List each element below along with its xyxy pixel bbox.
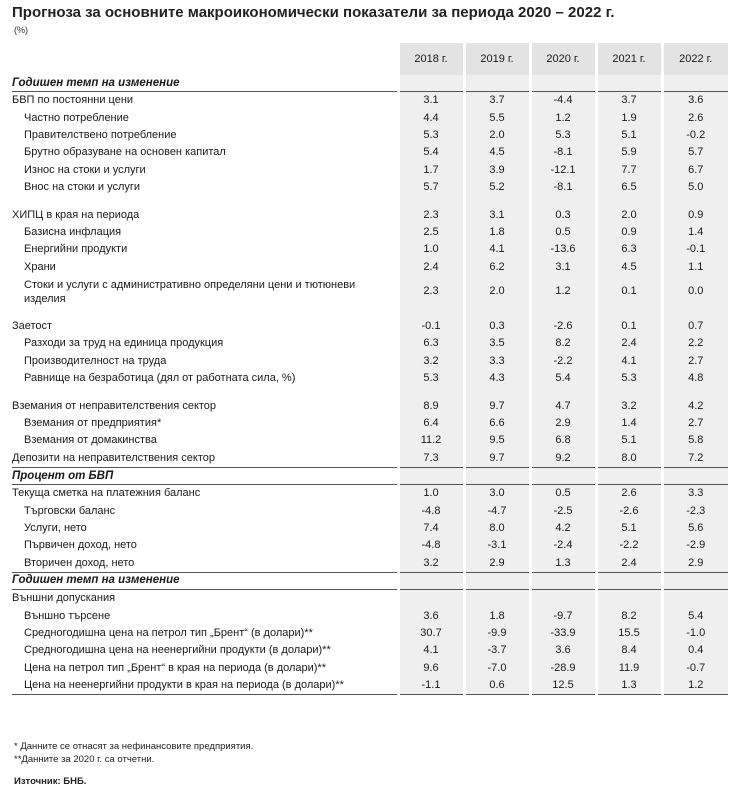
value-cell: -4.4 <box>530 92 596 110</box>
value-cell: 4.1 <box>464 241 530 258</box>
value-cell: 1.8 <box>464 224 530 241</box>
row-label: Външно търсене <box>24 609 111 622</box>
section-heading-spacer <box>398 572 464 589</box>
value-cell: 1.8 <box>464 607 530 624</box>
value-cell: 6.4 <box>398 415 464 432</box>
table-row <box>12 206 728 223</box>
value-cell: -3.7 <box>464 642 530 659</box>
value-cell: 6.2 <box>464 259 530 276</box>
row-label: Производителност на труда <box>24 354 167 367</box>
value-cell: 4.8 <box>662 370 728 387</box>
value-cell: 2.6 <box>596 485 662 503</box>
value-cell: 7.4 <box>398 520 464 537</box>
value-cell: 3.1 <box>464 206 530 223</box>
section-heading-spacer <box>530 468 596 485</box>
header-label-cell <box>12 43 398 75</box>
value-cell: 7.7 <box>596 162 662 179</box>
row-label: Услуги, нето <box>24 522 87 534</box>
spacer-cell <box>596 308 662 318</box>
row-label: Частно потребление <box>24 111 129 124</box>
table-row <box>12 335 728 352</box>
value-cell: 4.4 <box>398 109 464 126</box>
value-cell: 2.2 <box>662 335 728 352</box>
row-label: Вземания от неправителствения сектор <box>12 399 217 412</box>
value-cell: 5.1 <box>596 432 662 449</box>
section-heading-row <box>12 572 728 589</box>
value-cell: -9.7 <box>530 607 596 624</box>
value-cell: 3.6 <box>530 642 596 659</box>
header-year: 2022 г. <box>662 43 728 75</box>
row-label: Равнище на безработица (дял от работната сила, %) <box>24 372 296 385</box>
header-year: 2021 г. <box>596 43 662 75</box>
table-row <box>12 502 728 519</box>
value-cell: -1.0 <box>662 625 728 642</box>
row-label: Вземания от домакинства <box>24 434 157 447</box>
value-cell: 3.0 <box>464 485 530 503</box>
spacer-cell <box>398 387 464 397</box>
row-label: Заетост <box>12 320 53 333</box>
table-row <box>12 241 728 258</box>
row-label: Вземания от предприятия* <box>24 417 162 430</box>
value-cell: 9.5 <box>464 432 530 449</box>
value-cell <box>464 589 530 607</box>
value-cell: 1.0 <box>398 485 464 503</box>
row-label: Стоки и услуги с административно определяни цени и тютюневи изделия <box>24 278 356 305</box>
value-cell: 8.0 <box>596 450 662 468</box>
table-row <box>12 353 728 370</box>
source-note: Източник: БНБ. <box>14 776 87 787</box>
value-cell: 5.3 <box>596 370 662 387</box>
value-cell: 2.3 <box>398 206 464 223</box>
spacer-cell <box>530 387 596 397</box>
value-cell: 2.0 <box>464 276 530 308</box>
value-cell: 3.2 <box>398 555 464 573</box>
value-cell: 2.3 <box>398 276 464 308</box>
value-cell <box>662 589 728 607</box>
value-cell: -1.1 <box>398 677 464 695</box>
header-year: 2018 г. <box>398 43 464 75</box>
row-label: БВП по постоянни цени <box>12 94 134 107</box>
value-cell: 2.5 <box>398 224 464 241</box>
value-cell: 5.7 <box>398 179 464 196</box>
value-cell: 1.3 <box>530 555 596 573</box>
value-cell: 1.3 <box>596 677 662 695</box>
table-row <box>12 109 728 126</box>
table-row <box>12 92 728 110</box>
footnotes <box>14 740 253 766</box>
section-heading-spacer <box>662 75 728 92</box>
section-heading-spacer <box>530 572 596 589</box>
value-cell <box>596 589 662 607</box>
value-cell: 8.2 <box>596 607 662 624</box>
table-row <box>12 144 728 161</box>
value-cell: -2.2 <box>530 353 596 370</box>
row-label: Правителствено потребление <box>24 128 177 141</box>
value-cell: 3.1 <box>398 92 464 110</box>
value-cell: 30.7 <box>398 625 464 642</box>
value-cell: 8.0 <box>464 520 530 537</box>
table-row <box>12 485 728 503</box>
header-year: 2020 г. <box>530 43 596 75</box>
value-cell: 4.1 <box>398 642 464 659</box>
spacer-row <box>12 196 728 206</box>
footnote: * Данните се отнасят за нефинансовите предприятия. <box>14 741 254 752</box>
row-label: Депозити на неправителствения сектор <box>12 450 398 468</box>
table-row <box>12 450 728 468</box>
value-cell: 8.4 <box>596 642 662 659</box>
row-label: Базисна инфлация <box>24 225 122 238</box>
value-cell: -2.6 <box>530 318 596 335</box>
row-label: Разходи за труд на единица продукция <box>24 337 224 350</box>
section-heading-spacer <box>464 468 530 485</box>
value-cell: 0.0 <box>662 276 728 308</box>
value-cell: 2.9 <box>662 555 728 573</box>
value-cell: 4.7 <box>530 397 596 414</box>
table-row <box>12 370 728 387</box>
table-row <box>12 224 728 241</box>
value-cell: -12.1 <box>530 162 596 179</box>
row-label: Търговски баланс <box>24 504 116 517</box>
row-label: Брутно образуване на основен капитал <box>24 146 226 159</box>
table-row <box>12 162 728 179</box>
value-cell: 3.7 <box>596 92 662 110</box>
value-cell: 3.2 <box>596 397 662 414</box>
value-cell: 4.2 <box>530 520 596 537</box>
value-cell: 3.1 <box>530 259 596 276</box>
spacer-cell <box>530 196 596 206</box>
value-cell: 0.5 <box>530 224 596 241</box>
value-cell: 0.3 <box>464 318 530 335</box>
value-cell: 1.4 <box>596 415 662 432</box>
row-label: ХИПЦ в края на периода <box>12 208 140 221</box>
value-cell: 6.6 <box>464 415 530 432</box>
section-heading-spacer <box>398 468 464 485</box>
section-heading-spacer <box>464 75 530 92</box>
spacer-cell <box>12 387 398 397</box>
value-cell: 1.2 <box>530 109 596 126</box>
value-cell: 2.6 <box>662 109 728 126</box>
spacer-cell <box>662 196 728 206</box>
spacer-cell <box>464 196 530 206</box>
value-cell: 5.9 <box>596 144 662 161</box>
value-cell: -0.7 <box>662 660 728 677</box>
value-cell: -2.9 <box>662 537 728 554</box>
value-cell: 3.9 <box>464 162 530 179</box>
value-cell: 1.0 <box>398 241 464 258</box>
value-cell: 6.3 <box>596 241 662 258</box>
section-heading: Годишен темп на изменение <box>12 572 398 589</box>
section-heading-row <box>12 468 728 485</box>
table-row <box>12 642 728 659</box>
value-cell: 3.3 <box>662 485 728 503</box>
value-cell: 9.6 <box>398 660 464 677</box>
value-cell: -33.9 <box>530 625 596 642</box>
value-cell: 5.3 <box>398 370 464 387</box>
value-cell: 12.5 <box>530 677 596 695</box>
value-cell: 4.1 <box>596 353 662 370</box>
value-cell: 5.1 <box>596 127 662 144</box>
section-heading-spacer <box>596 572 662 589</box>
value-cell: 2.7 <box>662 353 728 370</box>
table-body <box>12 75 728 695</box>
value-cell: 5.5 <box>464 109 530 126</box>
value-cell: 9.7 <box>464 397 530 414</box>
spacer-cell <box>12 308 398 318</box>
value-cell: -2.3 <box>662 502 728 519</box>
value-cell: 5.7 <box>662 144 728 161</box>
value-cell: 2.4 <box>596 335 662 352</box>
value-cell: -3.1 <box>464 537 530 554</box>
value-cell: 9.2 <box>530 450 596 468</box>
row-label: Текуща сметка на платежния баланс <box>12 487 201 500</box>
value-cell: 0.4 <box>662 642 728 659</box>
value-cell: 5.4 <box>662 607 728 624</box>
value-cell: 5.3 <box>398 127 464 144</box>
table-row <box>12 660 728 677</box>
table-row <box>12 607 728 624</box>
value-cell: 7.2 <box>662 450 728 468</box>
spacer-cell <box>464 308 530 318</box>
value-cell: 3.2 <box>398 353 464 370</box>
section-heading-row <box>12 75 728 92</box>
row-label: Цена на неенергийни продукти в края на периода (в долари)** <box>12 677 398 695</box>
value-cell: 3.6 <box>662 92 728 110</box>
table-row <box>12 127 728 144</box>
value-cell: -4.7 <box>464 502 530 519</box>
value-cell: 2.9 <box>530 415 596 432</box>
spacer-row <box>12 387 728 397</box>
row-label: Енергийни продукти <box>24 243 128 256</box>
header-year: 2019 г. <box>464 43 530 75</box>
row-label: Износ на стоки и услуги <box>24 163 146 176</box>
value-cell: 0.5 <box>530 485 596 503</box>
value-cell: 5.6 <box>662 520 728 537</box>
value-cell: -8.1 <box>530 144 596 161</box>
value-cell: 2.0 <box>464 127 530 144</box>
spacer-cell <box>12 196 398 206</box>
value-cell: 1.9 <box>596 109 662 126</box>
value-cell: 0.9 <box>596 224 662 241</box>
section-heading-spacer <box>596 75 662 92</box>
value-cell: 0.9 <box>662 206 728 223</box>
value-cell: 5.2 <box>464 179 530 196</box>
spacer-row <box>12 308 728 318</box>
value-cell: 5.3 <box>530 127 596 144</box>
table-row <box>12 677 728 695</box>
value-cell: -28.9 <box>530 660 596 677</box>
unit-label: (%) <box>14 25 28 35</box>
value-cell: 5.4 <box>398 144 464 161</box>
spacer-cell <box>398 196 464 206</box>
footnote: **Данните за 2020 г. са отчетни. <box>14 754 155 765</box>
value-cell: -2.2 <box>596 537 662 554</box>
value-cell: 2.4 <box>596 555 662 573</box>
table-row <box>12 520 728 537</box>
value-cell: -13.6 <box>530 241 596 258</box>
spacer-cell <box>662 387 728 397</box>
value-cell: -2.4 <box>530 537 596 554</box>
section-heading-spacer <box>398 75 464 92</box>
page-title: Прогноза за основните макроикономически показатели за периода 2020 – 2022 г. <box>12 4 615 21</box>
value-cell: 3.7 <box>464 92 530 110</box>
value-cell: 3.5 <box>464 335 530 352</box>
spacer-cell <box>530 308 596 318</box>
value-cell: 6.5 <box>596 179 662 196</box>
value-cell: -2.6 <box>596 502 662 519</box>
table-row <box>12 276 728 308</box>
header-row <box>12 43 728 75</box>
value-cell: -0.2 <box>662 127 728 144</box>
forecast-table <box>12 43 728 695</box>
value-cell: 3.6 <box>398 607 464 624</box>
row-label: Първичен доход, нето <box>24 539 137 552</box>
value-cell: 4.2 <box>662 397 728 414</box>
spacer-cell <box>596 387 662 397</box>
value-cell: 8.9 <box>398 397 464 414</box>
spacer-cell <box>662 308 728 318</box>
spacer-cell <box>596 196 662 206</box>
value-cell: -7.0 <box>464 660 530 677</box>
table-row <box>12 589 728 607</box>
value-cell: 6.3 <box>398 335 464 352</box>
value-cell: 6.8 <box>530 432 596 449</box>
table-row <box>12 555 728 573</box>
value-cell <box>398 589 464 607</box>
table-row <box>12 259 728 276</box>
section-heading: Годишен темп на изменение <box>12 75 398 92</box>
value-cell: 7.3 <box>398 450 464 468</box>
value-cell: 1.2 <box>662 677 728 695</box>
value-cell: 0.7 <box>662 318 728 335</box>
value-cell: 9.7 <box>464 450 530 468</box>
value-cell: 5.4 <box>530 370 596 387</box>
section-heading-spacer <box>530 75 596 92</box>
row-label: Средногодишна цена на неенергийни продукти (в долари)** <box>24 644 331 657</box>
value-cell: 5.1 <box>596 520 662 537</box>
value-cell <box>530 589 596 607</box>
value-cell: -4.8 <box>398 502 464 519</box>
value-cell: -4.8 <box>398 537 464 554</box>
value-cell: 2.9 <box>464 555 530 573</box>
value-cell: 0.1 <box>596 276 662 308</box>
value-cell: 3.3 <box>464 353 530 370</box>
value-cell: 1.1 <box>662 259 728 276</box>
table-row <box>12 397 728 414</box>
section-heading: Процент от БВП <box>12 468 398 485</box>
value-cell: -2.5 <box>530 502 596 519</box>
value-cell: 5.8 <box>662 432 728 449</box>
value-cell: 4.3 <box>464 370 530 387</box>
table-row <box>12 318 728 335</box>
spacer-cell <box>398 308 464 318</box>
value-cell: 0.1 <box>596 318 662 335</box>
value-cell: 15.5 <box>596 625 662 642</box>
value-cell: 5.0 <box>662 179 728 196</box>
value-cell: 0.6 <box>464 677 530 695</box>
value-cell: 4.5 <box>596 259 662 276</box>
row-label: Външни допускания <box>12 592 116 605</box>
spacer-cell <box>464 387 530 397</box>
value-cell: -0.1 <box>398 318 464 335</box>
table-row <box>12 625 728 642</box>
table-row <box>12 415 728 432</box>
section-heading-spacer <box>464 572 530 589</box>
value-cell: 2.4 <box>398 259 464 276</box>
value-cell: -9.9 <box>464 625 530 642</box>
row-label: Средногодишна цена на петрол тип „Брент“ (в долари)** <box>24 626 313 639</box>
value-cell: 6.7 <box>662 162 728 179</box>
section-heading-spacer <box>596 468 662 485</box>
row-label: Вторичен доход, нето <box>12 555 398 573</box>
table-row <box>12 432 728 449</box>
value-cell: 8.2 <box>530 335 596 352</box>
section-heading-spacer <box>662 468 728 485</box>
value-cell: 1.4 <box>662 224 728 241</box>
value-cell: 11.9 <box>596 660 662 677</box>
value-cell: -0.1 <box>662 241 728 258</box>
row-label: Храни <box>24 260 56 273</box>
section-heading-spacer <box>662 572 728 589</box>
table-row <box>12 179 728 196</box>
value-cell: -8.1 <box>530 179 596 196</box>
value-cell: 0.3 <box>530 206 596 223</box>
value-cell: 1.7 <box>398 162 464 179</box>
table-row <box>12 537 728 554</box>
row-label: Цена на петрол тип „Брент“ в края на периода (в долари)** <box>24 661 327 674</box>
value-cell: 11.2 <box>398 432 464 449</box>
row-label: Внос на стоки и услуги <box>24 181 141 194</box>
value-cell: 1.2 <box>530 276 596 308</box>
value-cell: 2.7 <box>662 415 728 432</box>
value-cell: 4.5 <box>464 144 530 161</box>
value-cell: 2.0 <box>596 206 662 223</box>
